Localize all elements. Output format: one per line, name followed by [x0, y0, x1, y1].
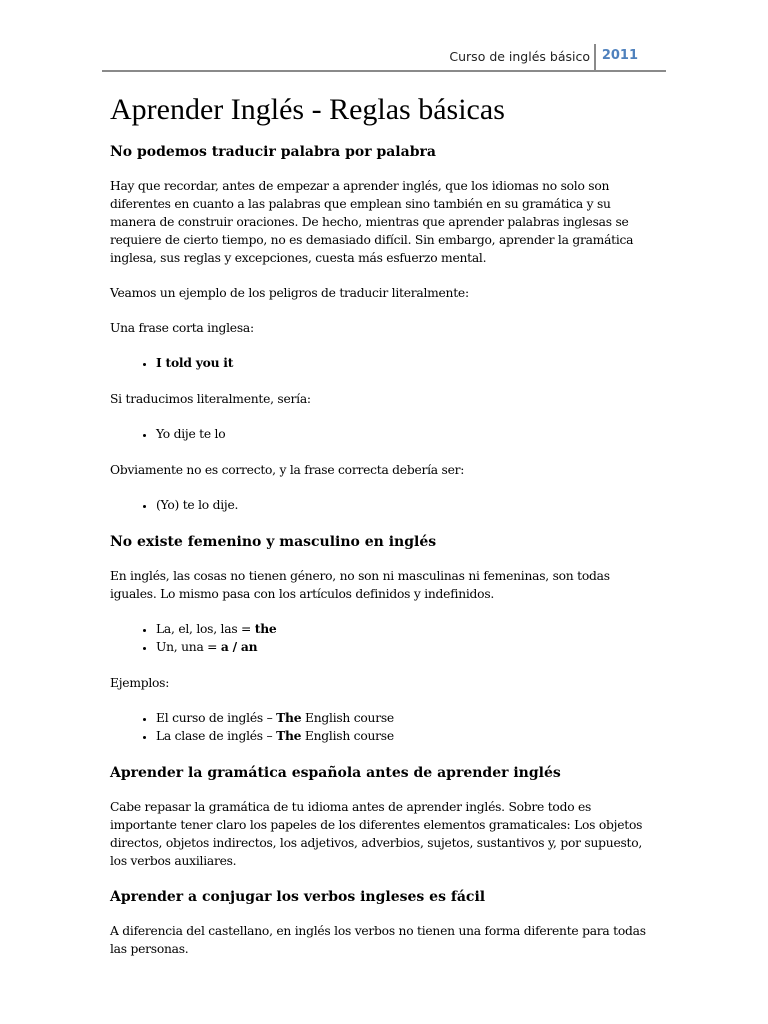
- list-item: [156, 354, 650, 372]
- section-heading: No existe femenino y masculino en inglés: [110, 534, 437, 550]
- paragraph: Obviamente no es correcto, y la frase correcta debería ser:: [110, 463, 465, 477]
- example-spanish: La clase de inglés –: [156, 729, 277, 743]
- english-phrase: I told you it: [156, 355, 234, 370]
- list-item: [156, 727, 650, 745]
- bullet-list: [110, 354, 650, 372]
- page-title: Aprender Inglés - Reglas básicas: [110, 93, 505, 126]
- example-article: The: [276, 728, 302, 743]
- example-article: The: [276, 710, 302, 725]
- page-header: [102, 44, 666, 71]
- bullet-list: [110, 496, 650, 514]
- article-english: the: [254, 621, 277, 636]
- paragraph: En inglés, las cosas no tienen género, no son ni masculinas ni femeninas, son todas iguales. Lo mismo pasa con los artículos definidos y indefinidos.: [110, 569, 610, 601]
- header-course-title: Curso de inglés básico: [449, 49, 590, 64]
- article-english: a / an: [220, 639, 258, 654]
- paragraph: Si traducimos literalmente, sería:: [110, 392, 311, 406]
- paragraph: Hay que recordar, antes de empezar a aprender inglés, que los idiomas no solo son diferentes en cuanto a las palabras que emplean sino también en su gramática y su manera de construir oraciones. De hecho, mientras que aprender palabras inglesas se requiere de cierto tiempo, no es demasiado difícil. Sin embargo, aprender la gramática inglesa, sus reglas y excepciones, cuesta más esfuerzo mental.: [110, 179, 634, 265]
- section-heading: Aprender la gramática española antes de aprender inglés: [110, 765, 561, 781]
- paragraph: Cabe repasar la gramática de tu idioma antes de aprender inglés. Sobre todo es importante tener claro los papeles de los diferentes elementos gramaticales: Los objetos directos, objetos indirectos, los adjetivos, adverbios, sujetos, sustantivos y, por supuesto, los verbos auxiliares.: [110, 800, 643, 868]
- list-item: [156, 620, 650, 638]
- paragraph: Una frase corta inglesa:: [110, 321, 254, 335]
- list-item: • (Yo) te lo dije.: [156, 496, 650, 514]
- paragraph: Veamos un ejemplo de los peligros de traducir literalmente:: [110, 286, 469, 300]
- article-spanish: Un, una =: [156, 640, 221, 654]
- document-body: [110, 92, 650, 975]
- paragraph: A diferencia del castellano, en inglés los verbos no tienen una forma diferente para todas las personas.: [110, 924, 646, 956]
- list-item: [156, 709, 650, 727]
- paragraph: Ejemplos:: [110, 676, 170, 690]
- section-heading: Aprender a conjugar los verbos ingleses es fácil: [110, 889, 486, 905]
- header-rule: [102, 70, 666, 72]
- bullet-list: [110, 425, 650, 443]
- bullet-list: [110, 620, 650, 656]
- example-english: English course: [301, 711, 394, 725]
- header-year: 2011: [601, 48, 638, 63]
- list-item: • Yo dije te lo: [156, 425, 650, 443]
- example-english: English course: [301, 729, 394, 743]
- list-item: [156, 638, 650, 656]
- header-separator: [594, 44, 596, 71]
- bullet-list: [110, 709, 650, 745]
- example-spanish: El curso de inglés –: [156, 711, 277, 725]
- article-spanish: La, el, los, las =: [156, 622, 255, 636]
- section-heading: No podemos traducir palabra por palabra: [110, 144, 436, 160]
